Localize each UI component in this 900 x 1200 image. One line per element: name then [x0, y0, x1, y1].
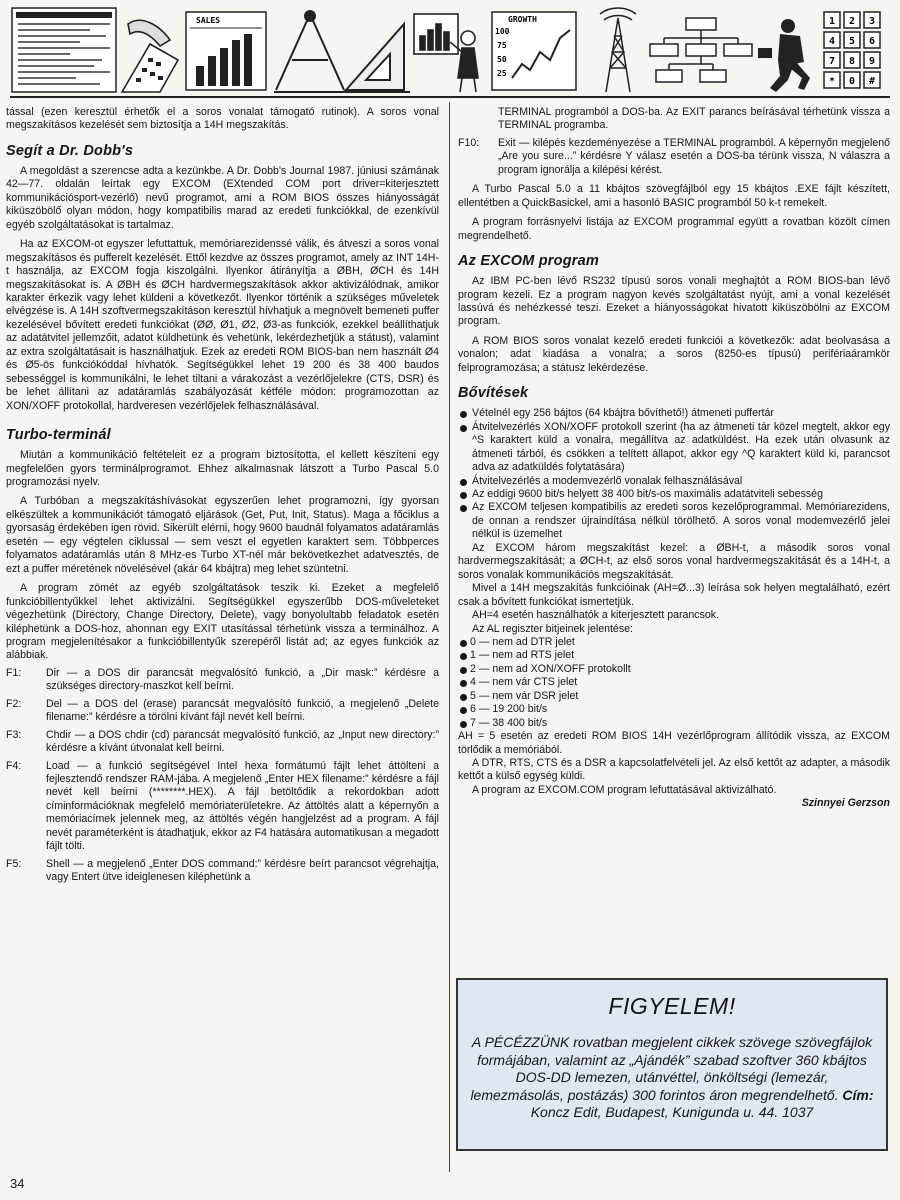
function-key-label: F1:	[6, 666, 22, 679]
section-heading-extensions: Bővítések	[458, 385, 529, 402]
list-item: 2 — nem ad XON/XOFF protokollt	[458, 663, 890, 676]
section-heading-excom-program: Az EXCOM program	[458, 253, 599, 270]
keypad-key: #	[869, 76, 876, 87]
paragraph: Mivel a 14H megszakítás funkcióinak (AH=Ø...3) leírása sok helyen megtalálható, ezért csak a bővített funkciókat ismertetjük.	[458, 582, 890, 608]
paragraph: A ROM BIOS soros vonalat kezelő eredeti funkciói a következők: adat beolvasása a vonalon; adat kiadása a vonalra; a soros (8250-es típusú) perifériaáramkör felprogramozása; a státusz lekérdezése.	[458, 334, 890, 374]
calculator-hand-illustration	[122, 20, 178, 92]
list-item: 5 — nem vár DSR jelet	[458, 690, 890, 703]
running-businessman-illustration	[758, 19, 810, 92]
paragraph: Miután a kommunikáció feltételeit ez a program biztosította, el kellett készíteni egy megfelelően gyors terminálprogramot. Ehhez alkalmasnak látszott a Turbo Pascal 5.0 programozási nyelv.	[6, 449, 439, 488]
list-item: 0 — nem ad DTR jelet	[458, 636, 890, 649]
function-key-description: Exit — kilépés kezdeményezése a TERMINAL programból. A képernyőn megjelenő „Are you sure...” kérdésre Y válasz esetén a DOS-ba térünk vissza, N válaszra a program ignorálja a kilépési kérést.	[498, 136, 890, 176]
paragraph: Az IBM PC-ben lévő RS232 típusú soros vonali meghajtót a ROM BIOS-ban lévő program kezeli. Ez a program nagyon kevés szolgáltatást nyújt, ami a vonal kezelését lassúvá és nehézkessé teszi. Ezeket a hiányosságokat hivatott kiküszöbölni az EXCOM program.	[458, 275, 890, 328]
section-heading-turbo-terminal: Turbo-terminál	[6, 427, 111, 444]
paragraph: A program zömét az egyéb szolgáltatások teszik ki. Ezeket a megfelelő funkcióbillentyűkkel lehet aktivizálni. Segítségükkel egyszerűbb DOS-műveleteket végezhetünk (Directory, Change Directory, Delete), vagy bonyolultabb feladatok esetén kiléphetünk a DOS-hoz, ahonnan egy EXIT utasítással térhetünk vissza a terminálhoz. A program megjelenítésakor a funkcióbillentyűk szerepéről listát ad; az egyes funkciók az alábbiak.	[6, 582, 439, 662]
page-number: 34	[10, 1176, 25, 1191]
paragraph: A DTR, RTS, CTS és a DSR a kapcsolatfelvételi jel. Az első kettőt az adapter, a második kettőt a külső egység küldi.	[458, 757, 890, 783]
keypad-key: 7	[829, 56, 836, 67]
list-item: Átvitelvezérlés a modemvezérlő vonalak felhasználásával	[458, 475, 890, 488]
paragraph: AH=4 esetén használhatók a kiterjesztett parancsok.	[472, 609, 720, 622]
clipart-banner	[10, 4, 890, 98]
function-key-label: F5:	[6, 857, 22, 870]
keypad-key: 4	[829, 36, 836, 47]
function-key-description: Chdir — a DOS chdir (cd) parancsát megvalósító funkció, az „Input new directory:” kérdésre a kívánt útvonalat kell beírni.	[46, 728, 439, 755]
paragraph: Az EXCOM három megszakítást kezel: a ØBH-t, a második soros vonal hardvermegszakítását; a ØCH-t, az első soros vonal hardvermegszakítását és a 14H-t, a soros vonalak kommunikációs megszakítását.	[458, 541, 890, 581]
list-item: Átvitelvezérlés XON/XOFF protokoll szerint (ha az átmeneti tár közel megtelt, akkor egy ^S karaktert küld a vonalra, megállítva az adatküldést. Ha ezek után olvasunk az átmeneti tárból, és csökken a telített állapot, akkor egy ^Q karaktert küld ki, parancsot adva az adatküldés folytatására)	[458, 421, 890, 475]
paragraph: Az AL regiszter bitjeinek jelentése:	[472, 622, 633, 635]
presenter-illustration	[414, 14, 478, 92]
drafting-tools-illustration	[274, 11, 410, 92]
growth-chart-illustration	[492, 12, 576, 90]
paragraph: A program forrásnyelvi listája az EXCOM programmal együtt a rovatban közölt címen megrendelhető.	[458, 216, 890, 242]
list-item: 7 — 38 400 bit/s	[458, 717, 890, 730]
function-key-f5	[6, 858, 439, 885]
function-key-label: F3:	[6, 728, 22, 741]
list-item: Vételnél egy 256 bájtos (64 kbájtra bővíthető!) átmeneti puffertár	[458, 407, 890, 420]
function-key-description: Del — a DOS del (erase) parancsát megvalósító funkció, a megjelenő „Delete filename:” kérdésre a törölni kívánt fájl nevét kell beírni.	[46, 697, 439, 724]
list-item: Az EXCOM teljesen kompatibilis az eredeti soros kezelőprogrammal. Memóriarezidens, de onnan a rendszer újraindítása nélkül törölhető. A soros vonal modemvezérlő jelei nélkül is üzemelhet	[458, 501, 890, 541]
extensions-list	[458, 407, 890, 542]
notice-box	[456, 978, 888, 1151]
function-key-f3	[6, 729, 439, 756]
intro-paragraph: tással (ezen keresztül érhetők el a soros vonalat támogató rutinok). A soros vonal megszakításos kezelését sem biztosítja a 14H megszakítás.	[6, 106, 439, 132]
paragraph: A Turbóban a megszakításhívásokat egyszerűen lehet programozni, így gyorsan elkészültek a kommunikációt támogató eljárások (Get, Put, Init, Status). Maga a főciklus a gyorsaság érdekében igen rövid. Sikerült elérni, hogy 9600 baudnál folyamatos adatáramlás esetén — egy végtelen ciklussal — sem veszt el egyetlen karaktert sem. Többperces folyamatos adatáramlás után 8 MHz-es Turbo XT-nél már bekövetkezhet adatvesztés, de ezt a puffer méretének növelésével (akár 64 kbájtra) meg lehet szüntetni.	[6, 495, 439, 575]
keypad-key: 1	[829, 16, 836, 27]
org-chart-illustration	[650, 18, 752, 82]
growth-tick: 75	[497, 41, 507, 50]
growth-tick: 25	[497, 69, 507, 78]
growth-label: GROWTH	[508, 15, 537, 24]
paragraph: A megoldást a szerencse adta a kezünkbe. A Dr. Dobb's Journal 1987. júniusi számának 42—77. oldalán leírtak egy EXCOM (EXtended COM port driver=kiterjesztett kommunikációsport-vezérlő) nevű programot, ami a ROM BIOS összes hiányosságát kiküszöbölő olyan módon, hogy kompatibilis marad az eredeti funkciókkal, de ezenkívül egyéb szolgáltatásokat is tartalmaz.	[6, 164, 439, 231]
function-key-f10	[458, 137, 890, 177]
function-key-f1	[6, 667, 439, 694]
keypad-illustration	[824, 12, 880, 88]
notice-title: FIGYELEM!	[608, 993, 736, 1019]
right-column	[458, 106, 890, 811]
sales-chart-illustration	[186, 12, 266, 90]
document-illustration	[12, 8, 116, 92]
antenna-tower-illustration	[600, 8, 636, 92]
section-heading-dr-dobbs: Segít a Dr. Dobb's	[6, 142, 134, 159]
notice-body	[470, 1034, 874, 1122]
continued-paragraph: TERMINAL programból a DOS-ba. Az EXIT parancs beírásával térhetünk vissza a TERMINAL programba.	[498, 106, 890, 132]
paragraph: A Turbo Pascal 5.0 a 11 kbájtos szövegfájlból egy 15 kbájtos .EXE fájlt készített, ellentétben a QuickBasickel, ami a hasonló BASIC programból 50 k-t remekelt.	[458, 183, 890, 209]
column-divider	[449, 102, 450, 1172]
paragraph: Ha az EXCOM-ot egyszer lefuttattuk, memóriarezidenssé válik, és átveszi a soros vonal megszakításos és pufferelt kezelését. Ettől kezdve az összes programot, amely az INT 14H-t használja, az EXCOM fogja kiszolgálni. Ilyenkor átirányítja a ØBH, ØCH és 14H megszakításokat is. A ØBH és ØCH hardvermegszakítások akkor aktivizálódnak, amikor karakter érkezik vagy lehet küldeni a következőt. Ilyenkor történik a szükséges műveletek elvégzése is. A 14H szoftvermegszakításon keresztül hívhatjuk a megnövelt bemeneti puffer kezelésével bővített eredeti funkciókat (ØØ, Ø1, Ø2, Ø3-as funkciók, ezekkel beállíthatjuk az adatátvitel jellemzőit, adatot küldhetünk és vehetünk, lekérdezhetjük a státust), valamint az extra szolgáltatásait is használhatjuk. Ezek az eredeti ROM BIOS-ban nem használt Ø4 és Ø5-ös funkciókóddal hívhatók. Segítségükkel lehet 19 200 és 38 400 baudos sebességgel is kommunikálni, le lehet tiltani a várakozást a vezérlőjelekre (CTS, DSR) és be lehet állítani az adatáramlás szabályozását kétféle módon: programozottan az XON/XOFF protokollal, hardveresen vezérlőjelek felhasználásával.	[6, 238, 439, 412]
function-key-f2	[6, 698, 439, 725]
notice-address-label: Cím:	[842, 1086, 874, 1103]
keypad-key: 8	[849, 56, 856, 67]
list-item: 1 — nem ad RTS jelet	[458, 649, 890, 662]
banner-illustrations	[10, 4, 890, 96]
al-register-bits-list	[458, 636, 890, 730]
sales-label: SALES	[196, 16, 221, 25]
function-key-description: Shell — a megjelenő „Enter DOS command:” kérdésre beírt parancsot végrehajtja, vagy Entert ütve ideiglenesen kiléphetünk a	[46, 857, 439, 884]
list-item: 4 — nem vár CTS jelet	[458, 676, 890, 689]
notice-text: A PÉCÉZZÜNK rovatban megjelent cikkek szövege szövegfájlok formájában, valamint az „Ajándék” szabad szoftver 360 kbájtos DOS-DD lemezen, utánvéttel, önköltségi (lemezár, lemezmásolás, postázás) 300 forintos áron megrendelhető.	[470, 1034, 873, 1103]
paragraph: A program az EXCOM.COM program lefuttatásával aktivizálható.	[472, 783, 777, 796]
keypad-key: 6	[869, 36, 876, 47]
function-key-label: F2:	[6, 697, 22, 710]
keypad-key: 3	[869, 16, 876, 27]
keypad-key: 2	[849, 16, 856, 27]
list-item: 6 — 19 200 bit/s	[458, 703, 890, 716]
function-key-label: F10:	[458, 136, 480, 149]
keypad-key: 0	[849, 76, 856, 87]
list-item: Az eddigi 9600 bit/s helyett 38 400 bit/s-os maximális adatátviteli sebesség	[458, 488, 890, 501]
function-key-label: F4:	[6, 759, 22, 772]
function-key-description: Dir — a DOS dir parancsát megvalósító funkció, a „Dir mask:” kérdésre a szükséges directory-maszkot kell beírni.	[46, 666, 439, 693]
keypad-key: 5	[849, 36, 856, 47]
paragraph: AH = 5 esetén az eredeti ROM BIOS 14H vezérlőprogram állítódik vissza, az EXCOM törlődik a memóriából.	[458, 730, 890, 756]
growth-tick: 50	[497, 55, 507, 64]
function-key-description: Load — a funkció segítségével Intel hexa formátumú fájlt lehet áttölteni a fejlesztendő rendszer RAM-jába. A megjelenő „Enter HEX filename:” kérdésre a fájl nevét kell beírni (********.HEX). A fájl betöltődik a rekordokban adott címinformációknak megfelelő memóriaterületekre. Az áttöltés alatt a képernyőn a memóriacímek jelennek meg, az áttöltés végén hangjelzést ad a program. A fájl nevét paraméterként is átadhatjuk, ekkor az F4 hatására automatikusan a megadott fájlt tölti.	[46, 759, 439, 853]
notice-address: Koncz Edit, Budapest, Kunigunda u. 44. 1037	[530, 1104, 814, 1121]
function-key-f4	[6, 760, 439, 854]
growth-tick: 100	[495, 27, 510, 36]
author-signature: Szinnyei Gerzson	[801, 797, 890, 810]
keypad-key: 9	[869, 56, 876, 67]
left-column	[6, 106, 439, 885]
keypad-key: *	[829, 76, 836, 87]
